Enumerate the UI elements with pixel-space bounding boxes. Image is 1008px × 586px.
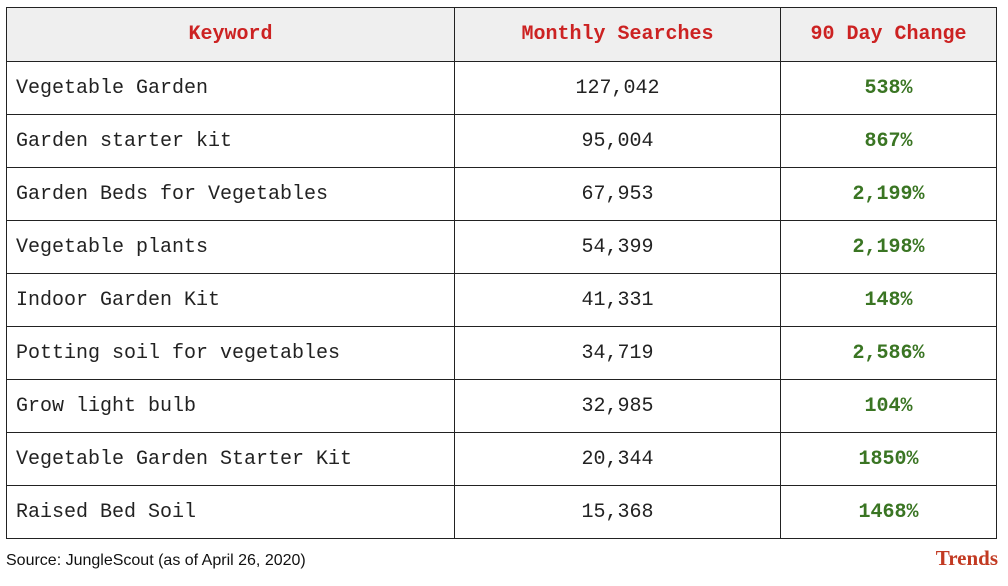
table-row [7, 221, 997, 274]
searches-cell: 95,004 [455, 115, 781, 168]
table-row [7, 115, 997, 168]
change-cell: 1850% [781, 433, 997, 486]
keyword-cell: Raised Bed Soil [7, 486, 455, 539]
searches-cell: 54,399 [455, 221, 781, 274]
keyword-cell: Potting soil for vegetables [7, 327, 455, 380]
table-row [7, 380, 997, 433]
change-cell: 2,586% [781, 327, 997, 380]
table-row [7, 433, 997, 486]
keyword-table-container [6, 7, 997, 539]
header-90-day-change: 90 Day Change [781, 8, 997, 62]
searches-cell: 32,985 [455, 380, 781, 433]
change-cell: 104% [781, 380, 997, 433]
table-row [7, 168, 997, 221]
searches-cell: 127,042 [455, 62, 781, 115]
searches-cell: 34,719 [455, 327, 781, 380]
table-header-row [7, 8, 997, 62]
searches-cell: 20,344 [455, 433, 781, 486]
table-row [7, 327, 997, 380]
keyword-cell: Grow light bulb [7, 380, 455, 433]
header-keyword: Keyword [7, 8, 455, 62]
change-cell: 148% [781, 274, 997, 327]
keyword-cell: Garden Beds for Vegetables [7, 168, 455, 221]
brand-logo-text: Trends [935, 546, 998, 570]
change-cell: 2,198% [781, 221, 997, 274]
keyword-cell: Garden starter kit [7, 115, 455, 168]
source-caption: Source: JungleScout (as of April 26, 2020) [6, 552, 306, 569]
change-cell: 538% [781, 62, 997, 115]
keyword-table [6, 7, 997, 539]
table-row [7, 274, 997, 327]
searches-cell: 41,331 [455, 274, 781, 327]
keyword-cell: Vegetable Garden Starter Kit [7, 433, 455, 486]
searches-cell: 15,368 [455, 486, 781, 539]
keyword-cell: Indoor Garden Kit [7, 274, 455, 327]
change-cell: 867% [781, 115, 997, 168]
change-cell: 1468% [781, 486, 997, 539]
table-row [7, 62, 997, 115]
keyword-cell: Vegetable Garden [7, 62, 455, 115]
table-row [7, 486, 997, 539]
header-monthly-searches: Monthly Searches [455, 8, 781, 62]
searches-cell: 67,953 [455, 168, 781, 221]
keyword-cell: Vegetable plants [7, 221, 455, 274]
change-cell: 2,199% [781, 168, 997, 221]
